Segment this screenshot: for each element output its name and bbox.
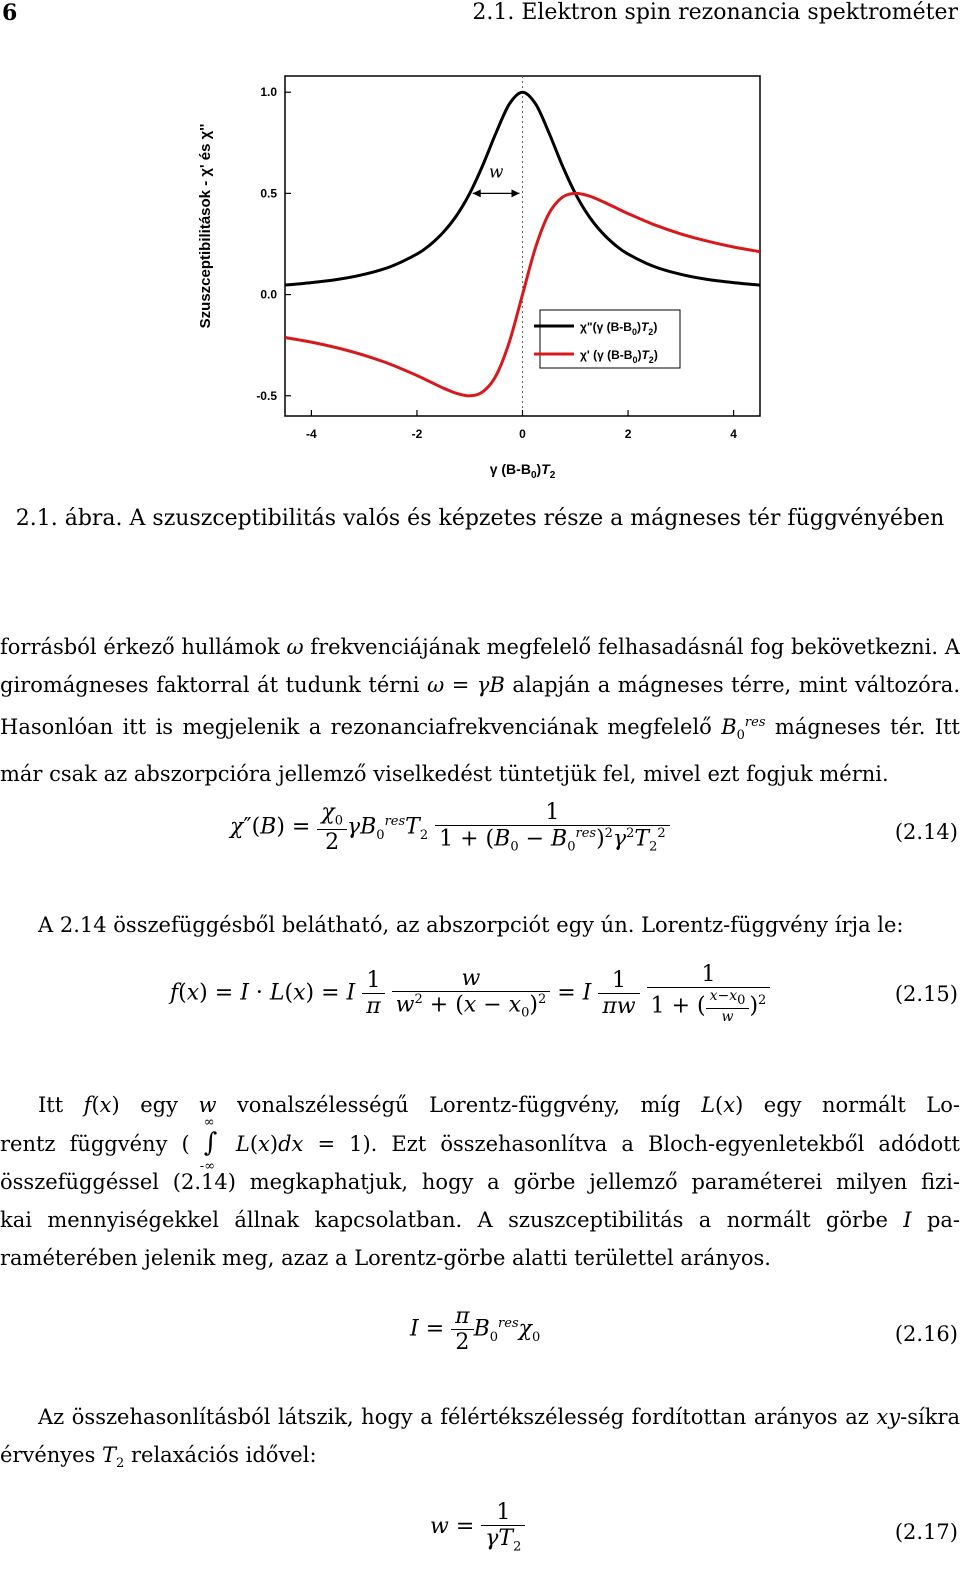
figure-caption: 2.1. ábra. A szuszceptibilitás valós és képzetes része a mágneses tér függvényében — [15, 506, 945, 531]
x-tick-label: -2 — [411, 427, 423, 441]
y-tick-label: 0.0 — [260, 287, 277, 302]
text-line: összefüggéssel (2.14) megkaphatjuk, hogy a görbe jellemző paraméterei milyen fizi- — [0, 1170, 960, 1194]
paragraph-1 — [0, 628, 960, 793]
figure — [180, 64, 800, 484]
paragraph-3 — [0, 1086, 960, 1277]
w-arrowhead-left — [473, 189, 481, 197]
y-tick-label: 1.0 — [260, 85, 277, 100]
x-axis-label: γ $(B-B_0)T_2$ — [489, 461, 556, 481]
section-title: 2.1. Elektron spin rezonancia spektrométer — [472, 0, 958, 25]
x-tick-label: 2 — [624, 427, 632, 441]
x-tick-label: 4 — [730, 427, 737, 441]
text-line: A 2.14 összefüggésből belátható, az abszorpciót egy ún. Lorentz-függvény írja le: — [38, 913, 904, 937]
text-line: már csak az abszorpcióra jellemző viselkedést tüntetjük fel, mivel ezt fogjuk mérni. — [0, 762, 889, 787]
text-line: Hasonlóan itt is megjelenik a rezonanciafrekvenciának megfelelő $B_0^{res}$ mágneses tér. Itt — [0, 715, 960, 744]
running-head — [0, 0, 960, 32]
page-number: 6 — [2, 0, 18, 26]
text-line: forrásból érkező hullámok ω frekvenciájának megfelelő felhasadásnál fog bekövetkezni. A — [0, 635, 960, 659]
y-tick-label: -0.5 — [256, 388, 277, 403]
equation-body: w = $\frac{1}{\gamma T_2}$ — [430, 1500, 525, 1554]
text-line: raméterében jelenik meg, azaz a Lorentz-görbe alatti területtel arányos. — [0, 1246, 771, 1270]
equation-number: (2.17) — [894, 1520, 958, 1544]
susceptibility-chart — [180, 64, 800, 484]
equation-body: I = $\frac{\pi}{2}$ $B_0^{res}\chi_0$ — [410, 1304, 541, 1355]
series-line-chi-prime — [285, 193, 760, 395]
equation-2-14 — [0, 800, 960, 880]
equation-body: χ″(B) = $\frac{\chi_0}{2}$ $\gamma B_0^{res}T_2$ $\frac{1}{1 + (B_0 - B_0^{res})^2\gamma^2T_2^2}$ — [230, 800, 670, 855]
equation-2-17 — [0, 1500, 960, 1580]
legend-label: χ"(γ $(B-B_0)T_2$) — [580, 320, 658, 337]
equation-number: (2.16) — [894, 1322, 958, 1346]
paragraph-4 — [0, 1398, 960, 1483]
paragraph-2 — [0, 906, 960, 944]
equation-number: (2.14) — [894, 820, 958, 844]
y-axis-label: Szuszceptibilitások - χ' és χ'' — [197, 123, 214, 329]
equation-body: f(x) = I · L(x) = I $\frac{1}{\pi}$ $\frac{w}{w^2 + (x - x_0)^2}$ = I $\frac{1}{\pi w}$ 1 1 + ( $\frac{x-x_0}{w}$ )$^2$ — [170, 962, 770, 1025]
w-label: w — [488, 162, 504, 183]
y-tick-label: 0.5 — [260, 186, 277, 201]
w-arrowhead-right — [512, 189, 520, 197]
equation-2-16 — [0, 1304, 960, 1384]
equation-2-15 — [0, 962, 960, 1042]
text-line: giromágneses faktorral át tudunk térni ω = γB alapján a mágneses térre, mint változóra. — [0, 673, 960, 697]
legend-label: χ' (γ $(B-B_0)T_2$) — [580, 348, 658, 365]
text-line: rentz függvény ( ∫ ∞ -∞ L(x)dx = 1). Ezt összehasonlítva a Bloch-egyenletekből adódott — [0, 1115, 960, 1174]
equation-number: (2.15) — [894, 982, 958, 1006]
text-line: Az összehasonlításból látszik, hogy a félértékszélesség fordítottan arányos az xy-síkra — [38, 1405, 960, 1429]
text-line: Itt f(x) egy w vonalszélességű Lorentz-függvény, míg L(x) egy normált Lo- — [38, 1093, 960, 1117]
text-line: érvényes $T_2$ relaxációs idővel: — [0, 1443, 317, 1472]
x-tick-label: -4 — [306, 427, 317, 441]
x-tick-label: 0 — [519, 427, 526, 441]
text-line: kai mennyiségekkel állnak kapcsolatban. A szuszceptibilitás a normált görbe I pa- — [0, 1208, 960, 1232]
